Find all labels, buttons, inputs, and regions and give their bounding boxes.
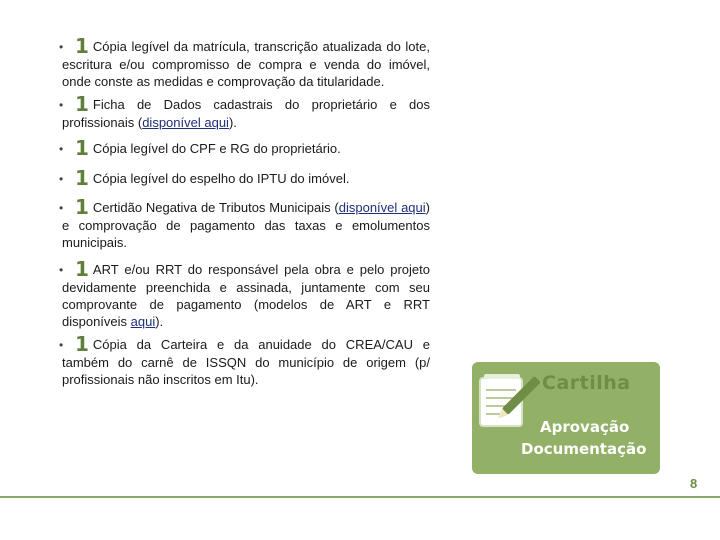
bullet: •	[59, 263, 64, 277]
item-number: 1	[75, 332, 89, 356]
item-text: Cópia legível do CPF e RG do proprietário.	[92, 141, 341, 156]
bullet: •	[59, 338, 64, 352]
available-here-link[interactable]: disponível aqui	[142, 115, 229, 130]
item-text: ART e/ou RRT do responsável pela obra e pelo projeto devidamente preenchida e assinada, juntamente com seu comprovante de pagamento (modelos de ART e RRT disponíveis	[62, 262, 430, 329]
item-number: 1	[75, 34, 89, 58]
here-link[interactable]: aqui	[130, 314, 156, 329]
list-item	[59, 257, 430, 330]
badge-line-2: Documentação	[521, 440, 647, 458]
bullet: •	[59, 172, 64, 186]
item-text-end: ).	[228, 115, 237, 130]
item-number: 1	[75, 166, 89, 190]
item-number: 1	[75, 195, 89, 219]
list-item	[59, 136, 430, 160]
item-text: Cópia legível da matrícula, transcrição atualizada do lote, escritura e/ou compromisso de compra e venda do imóvel, onde conste as medidas e comprovação da titularidade.	[62, 39, 430, 89]
badge-line-1: Aprovação	[540, 418, 630, 436]
item-number: 1	[75, 92, 89, 116]
cartilha-badge	[472, 362, 660, 474]
list-item	[59, 195, 430, 251]
bullet: •	[59, 201, 64, 215]
bullet: •	[59, 142, 64, 156]
item-text: Ficha de Dados cadastrais do proprietário e dos profissionais (	[62, 97, 430, 130]
available-here-link[interactable]: disponível aqui	[338, 200, 426, 215]
page-number: 8	[690, 476, 698, 491]
item-text-end: ).	[155, 314, 164, 329]
list-item	[59, 34, 430, 90]
item-text: Cópia da Carteira e da anuidade do CREA/CAU e também do carnê de ISSQN do município de origem (p/ profissionais não inscritos em Itu).	[62, 337, 430, 387]
footer-divider	[0, 496, 720, 498]
document-list	[59, 34, 430, 398]
badge-title: Cartilha	[542, 372, 631, 394]
bullet: •	[59, 98, 64, 112]
item-text: Cópia legível do espelho do IPTU do imóvel.	[92, 171, 350, 186]
item-text-end: ) e comprovação de pagamento das taxas e emolumentos municipais.	[62, 200, 430, 250]
bullet: •	[59, 40, 64, 54]
list-item	[59, 166, 430, 190]
list-item	[59, 332, 430, 388]
item-number: 1	[75, 257, 89, 281]
item-number: 1	[75, 136, 89, 160]
notepad-pencil-icon	[476, 370, 542, 430]
list-item	[59, 92, 430, 131]
item-text: Certidão Negativa de Tributos Municipais (	[92, 200, 339, 215]
